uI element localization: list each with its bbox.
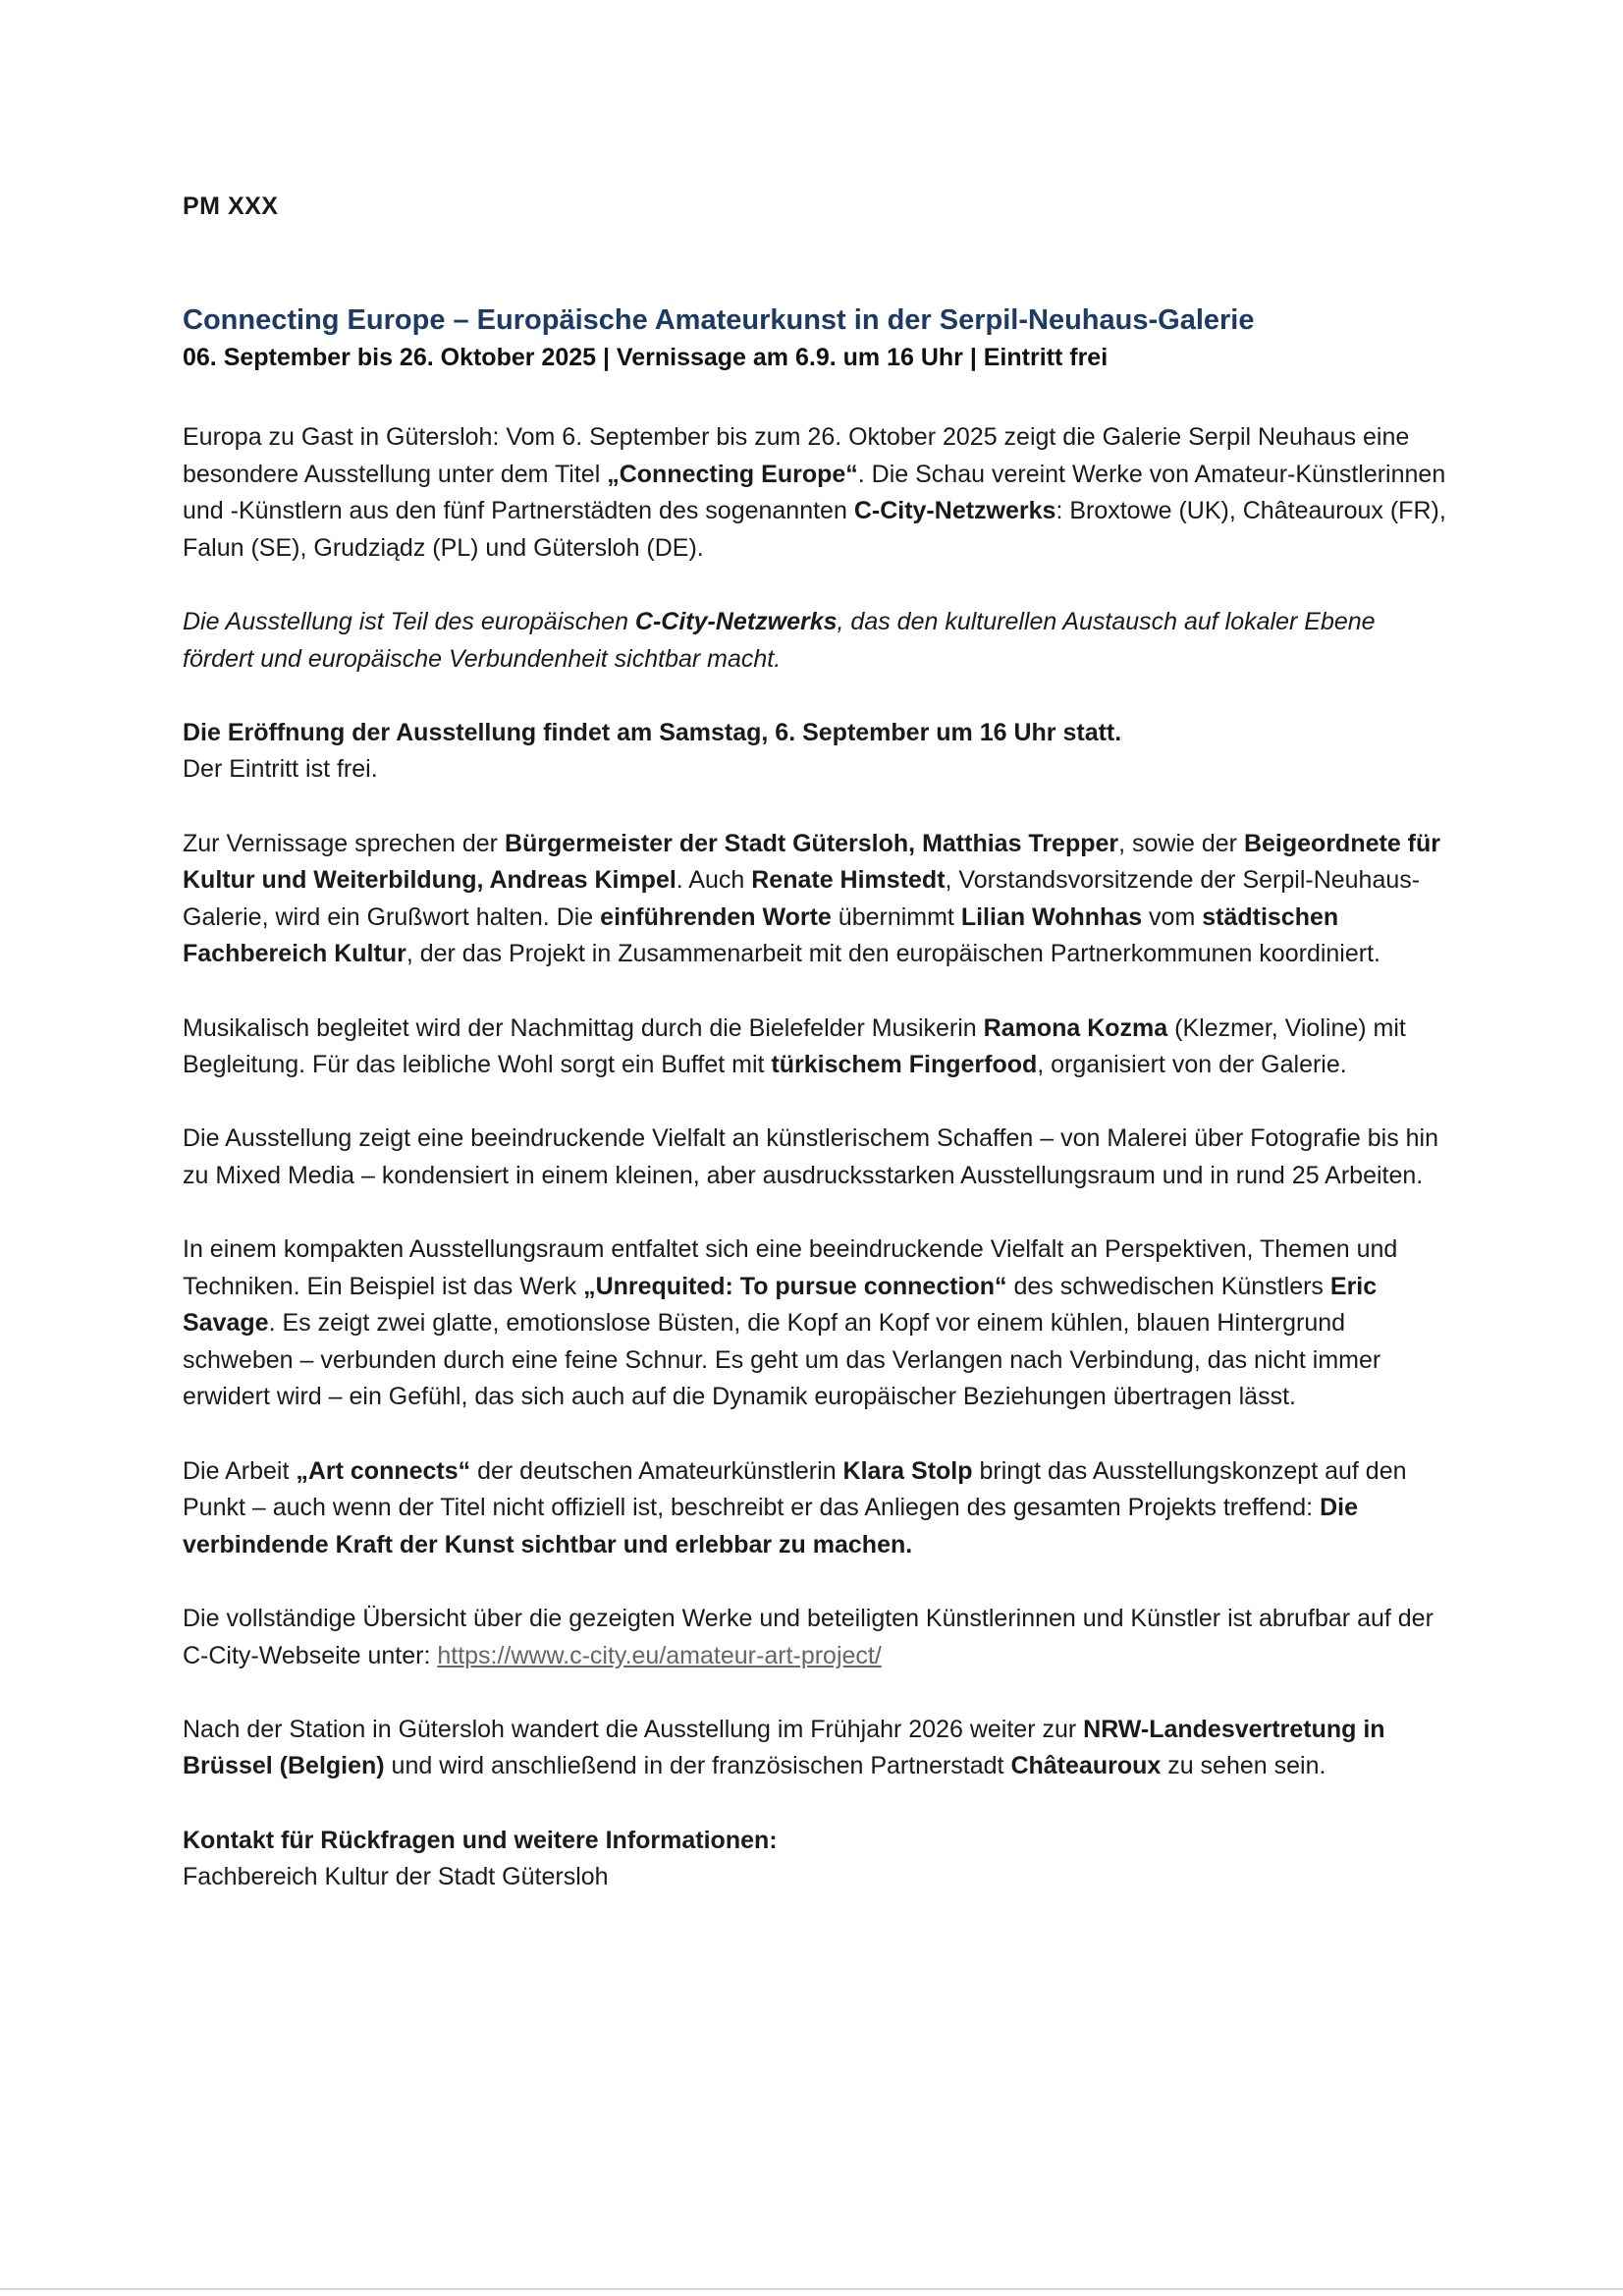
partner-city: Châteauroux xyxy=(1010,1752,1162,1780)
body-text xyxy=(183,419,1449,1933)
text: Die Ausstellung ist Teil des europäischen xyxy=(183,607,635,635)
paragraph-variety: Die Ausstellung zeigt eine beeindruckende Vielfalt an künstlerischem Schaffen – von Malerei über Fotografie bis hin zu Mixed Media – kondensiert in einem kleinen, aber ausdrucksstarken Ausstellungsraum und in rund 25 Arbeiten. xyxy=(183,1124,1439,1189)
text: . Auch xyxy=(676,866,752,895)
text: , der das Projekt in Zusammenarbeit mit den europäischen Partnerkommunen koordiniert. xyxy=(406,940,1380,968)
text: : Broxtowe (UK), Châteauroux (FR), Falun (SE), Grudziądz (PL) und Gütersloh (DE). xyxy=(183,497,1446,562)
text: zu sehen sein. xyxy=(1161,1752,1326,1780)
text: bringt das Ausstellungskonzept auf den Punkt – auch wenn der Titel nicht offiziell ist, beschreibt er das Anliegen des gesamten Projekts treffend: xyxy=(183,1456,1407,1522)
text: Zur Vernissage sprechen der xyxy=(183,829,505,857)
contact-heading: Kontakt für Rückfragen und weitere Informationen: xyxy=(183,1826,778,1854)
text: Die Arbeit xyxy=(183,1456,297,1485)
paragraph-example-work xyxy=(183,1231,1449,1416)
artist-name: Klara Stolp xyxy=(842,1456,973,1485)
speaker-culture-officer: Beigeordnete für Kultur und Weiterbildung, Andreas Kimpel xyxy=(183,829,1440,895)
document-title: Connecting Europe – Europäische Amateurkunst in der Serpil-Neuhaus-Galerie xyxy=(183,304,1255,336)
text: Europa zu Gast in Gütersloh: Vom 6. September bis zum 26. Oktober 2025 zeigt die Galerie Serpil Neuhaus eine besondere Ausstellung unter dem Titel xyxy=(183,423,1410,488)
musician-name: Ramona Kozma xyxy=(983,1013,1168,1042)
text: In einem kompakten Ausstellungsraum entfaltet sich eine beeindruckende Vielfalt an Perspektiven, Themen und Techniken. Ein Beispiel ist das Werk xyxy=(183,1235,1398,1300)
paragraph-intro xyxy=(183,419,1449,567)
exhibition-title: „Connecting Europe“ xyxy=(607,460,858,488)
catering-note: türkischem Fingerfood xyxy=(771,1051,1038,1079)
paragraph-overview xyxy=(183,1601,1449,1674)
paragraph-opening xyxy=(183,715,1449,789)
emphasis: einführenden Worte xyxy=(600,902,832,931)
paragraph-speakers xyxy=(183,826,1449,973)
artwork-title: „Art connects“ xyxy=(296,1456,471,1485)
text: (Klezmer, Violine) mit Begleitung. Für das leibliche Wohl sorgt ein Buffet mit xyxy=(183,1013,1406,1079)
text: Nach der Station in Gütersloh wandert die Ausstellung im Frühjahr 2026 weiter zur xyxy=(183,1715,1084,1743)
speaker-introduction: Lilian Wohnhas xyxy=(960,902,1143,931)
next-venue: NRW-Landesvertretung in Brüssel (Belgien) xyxy=(183,1715,1385,1780)
headline-block xyxy=(183,301,1449,375)
press-release-ref: PM XXX xyxy=(183,192,279,220)
text: , Vorstandsvorsitzende der Serpil-Neuhaus-Galerie, wird ein Grußwort halten. Die xyxy=(183,866,1421,931)
text: Musikalisch begleitet wird der Nachmittag durch die Bielefelder Musikerin xyxy=(183,1013,984,1042)
text: der deutschen Amateurkünstlerin xyxy=(470,1456,843,1485)
text: , das den kulturellen Austausch auf lokaler Ebene fördert und europäische Verbundenheit sichtbar macht. xyxy=(183,607,1376,673)
paragraph-network xyxy=(183,604,1449,678)
department-name: städtischen Fachbereich Kultur xyxy=(183,902,1339,968)
text: und wird anschließend in der französischen Partnerstadt xyxy=(384,1752,1011,1780)
text: des schwedischen Künstlers xyxy=(1006,1272,1330,1300)
network-name: C-City-Netzwerks xyxy=(634,607,838,635)
paragraph-art-connects xyxy=(183,1453,1449,1564)
opening-date: Die Eröffnung der Ausstellung findet am Samstag, 6. September um 16 Uhr statt. xyxy=(183,718,1122,746)
scan-edge-line xyxy=(0,2288,1623,2290)
paragraph-music xyxy=(183,1011,1449,1084)
document-subtitle: 06. September bis 26. Oktober 2025 | Vernissage am 6.9. um 16 Uhr | Eintritt frei xyxy=(183,344,1109,371)
text: , organisiert von der Galerie. xyxy=(1037,1051,1347,1079)
artist-name: Eric Savage xyxy=(183,1272,1378,1338)
network-name: C-City-Netzwerks xyxy=(853,497,1056,525)
text: , sowie der xyxy=(1118,829,1244,857)
artwork-title: „Unrequited: To pursue connection“ xyxy=(583,1272,1007,1300)
text: vom xyxy=(1142,902,1203,931)
text: . Es zeigt zwei glatte, emotionslose Büsten, die Kopf an Kopf vor einem kühlen, blauen Hintergrund schweben – verbunden durch eine feine Schnur. Es geht um das Verlangen nach Verbindung, das nicht immer erwidert wird – ein Gefühl, das sich auch auf die Dynamik europäischer Beziehungen übertragen lässt. xyxy=(183,1309,1381,1411)
speaker-chair: Renate Himstedt xyxy=(751,866,946,895)
text: Die vollständige Übersicht über die gezeigten Werke und beteiligten Künstlerinnen und Künstler ist abrufbar auf der C-City-Webseite unter: xyxy=(183,1605,1434,1669)
text: . Die Schau vereint Werke von Amateur-Künstlerinnen und -Künstlern aus den fünf Partnerstädten des sogenannten xyxy=(183,460,1446,525)
contact-block xyxy=(183,1823,1449,1896)
key-message: Die verbindende Kraft der Kunst sichtbar und erlebbar zu machen. xyxy=(183,1494,1358,1558)
text: übernimmt xyxy=(831,902,961,931)
speaker-mayor: Bürgermeister der Stadt Gütersloh, Matthias Trepper xyxy=(504,829,1119,857)
admission-note: Der Eintritt ist frei. xyxy=(183,755,378,784)
contact-name: Fachbereich Kultur der Stadt Gütersloh xyxy=(183,1863,609,1891)
paragraph-tour xyxy=(183,1712,1449,1785)
website-link[interactable]: https://www.c-city.eu/amateur-art-project/ xyxy=(437,1641,882,1669)
